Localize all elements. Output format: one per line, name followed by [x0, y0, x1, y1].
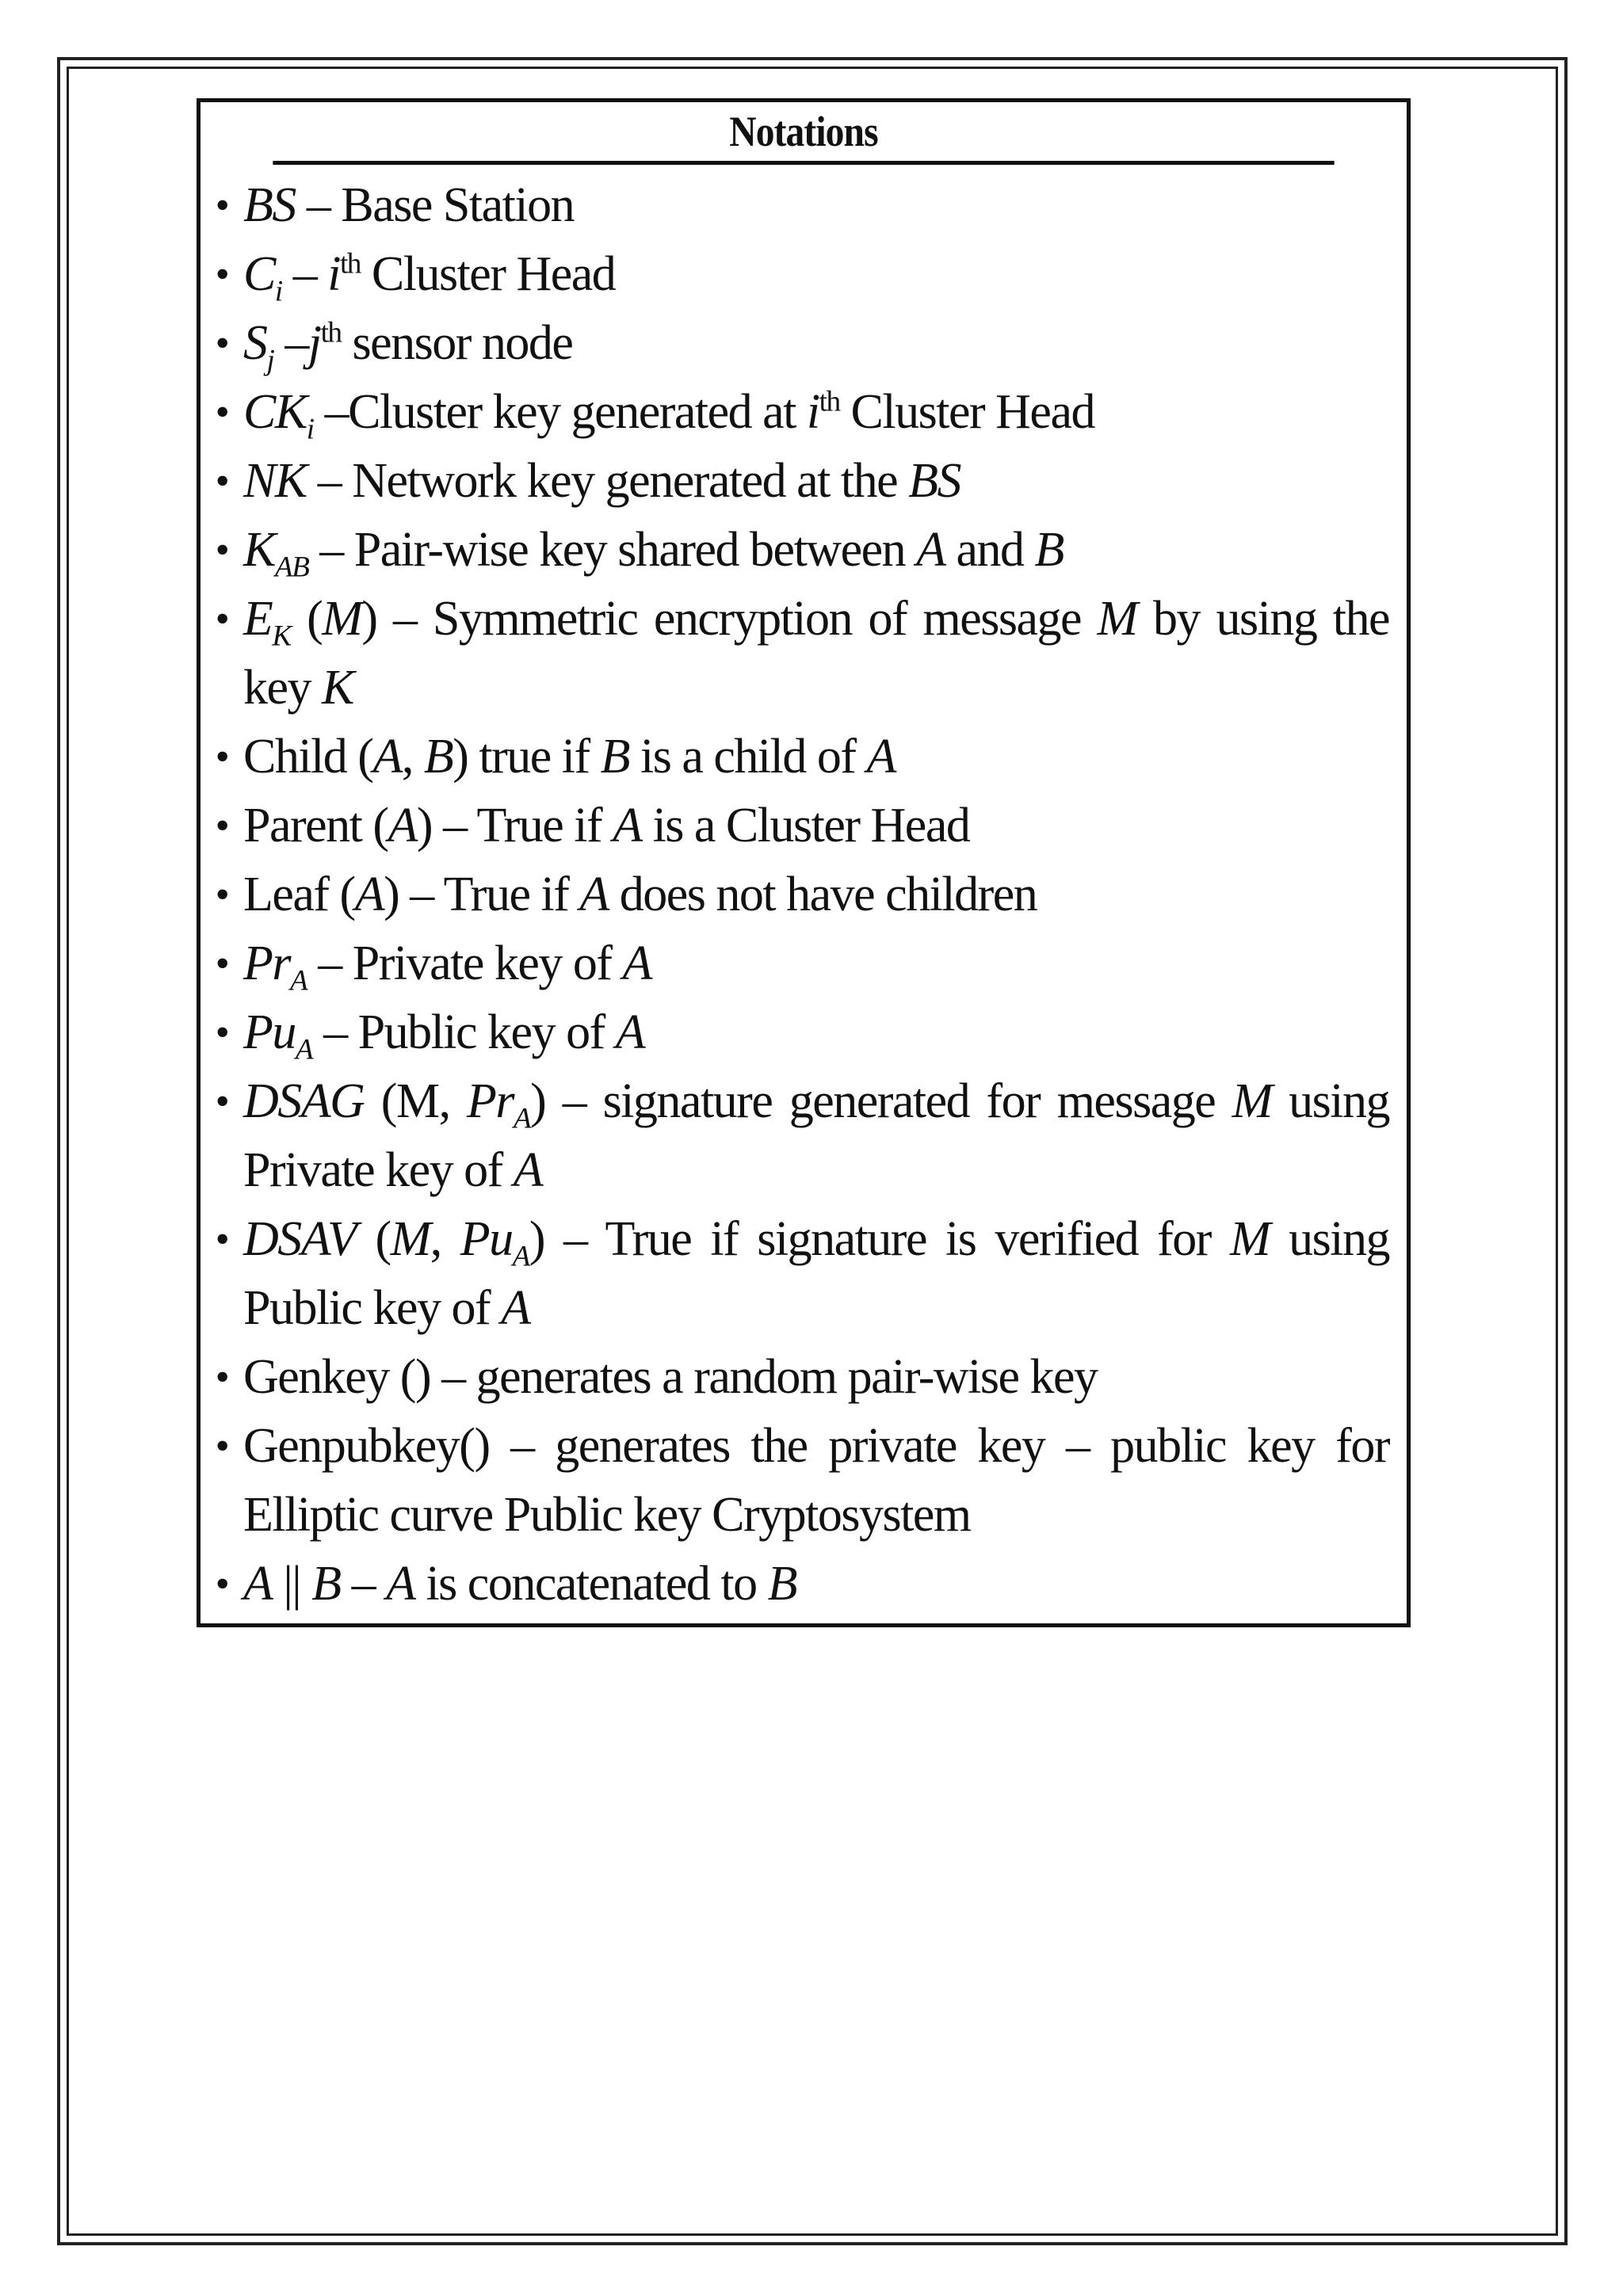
notation-item [200, 929, 1389, 998]
bullet-icon: • [215, 321, 229, 366]
bullet-icon: • [215, 1010, 229, 1055]
notation-text: $Pr_A$ – Private key of A [243, 936, 651, 997]
notation-item [200, 309, 1389, 378]
notation-item [200, 1550, 1389, 1619]
bullet-icon: • [215, 734, 229, 780]
bullet-icon: • [215, 1562, 229, 1607]
notation-item [200, 585, 1400, 723]
bullet-icon: • [215, 390, 229, 435]
notation-text: Genpubkey() – generates the private key – public key for Elliptic curve Public key Cryptosystem [243, 1419, 1400, 1542]
table-header: Notations [273, 102, 1334, 165]
bullet-icon: • [215, 941, 229, 986]
notation-item [200, 1412, 1400, 1550]
notation-text: NK – Network key generated at the BS [243, 454, 960, 508]
bullet-icon: • [215, 1355, 229, 1400]
notation-text: $K_{AB}$ – Pair-wise key shared between A and B [243, 523, 1064, 584]
bullet-icon: • [215, 1079, 229, 1124]
notation-item [200, 1205, 1401, 1343]
notation-text: A || B – A is concatenated to B [243, 1557, 796, 1611]
notation-text: DSAG (M, $Pr_A$) – signature generated for message M using Private key of A [243, 1074, 1400, 1197]
notation-text: Child (A, B) true if B is a child of A [243, 730, 896, 784]
notation-item [200, 447, 1389, 516]
notation-text: DSAV (M, $Pu_A$) – True if signature is verified for M using Public key of A [243, 1212, 1401, 1335]
bullet-icon: • [215, 459, 229, 504]
notation-text: Parent (A) – True if A is a Cluster Head [243, 799, 970, 852]
bullet-icon: • [215, 872, 229, 917]
notation-text: $CK_i$ –Cluster key generated at $i^{th}$ Cluster Head [243, 385, 1094, 446]
notation-list [200, 165, 1407, 1623]
notation-text: $C_i - i^{th}$ Cluster Head [243, 247, 616, 308]
notation-text: BS – Base Station [243, 178, 575, 232]
notation-item [200, 860, 1389, 929]
notation-item [200, 516, 1389, 585]
bullet-icon: • [215, 183, 229, 228]
bullet-icon: • [215, 1424, 229, 1469]
notation-item [200, 240, 1389, 309]
notation-item [200, 723, 1389, 791]
notations-table [197, 98, 1411, 1627]
notation-text: $E_K$ (M) – Symmetric encryption of message M by using the key K [243, 592, 1400, 715]
bullet-icon: • [215, 1217, 229, 1262]
bullet-icon: • [215, 803, 229, 849]
notation-item [200, 1067, 1400, 1205]
notation-text: $Pu_A$ – Public key of A [243, 1005, 645, 1066]
notation-text: Genkey () – generates a random pair-wise key [243, 1350, 1098, 1404]
notation-text: Leaf (A) – True if A does not have children [243, 868, 1037, 921]
bullet-icon: • [215, 597, 229, 642]
notation-item [200, 791, 1389, 860]
notation-item [200, 378, 1389, 447]
notation-text: $S_j$ $-j^{th}$ sensor node [243, 316, 573, 377]
bullet-icon: • [215, 528, 229, 573]
notation-item [200, 1343, 1389, 1412]
notation-item [200, 171, 1389, 240]
bullet-icon: • [215, 252, 229, 297]
notation-item [200, 998, 1389, 1067]
